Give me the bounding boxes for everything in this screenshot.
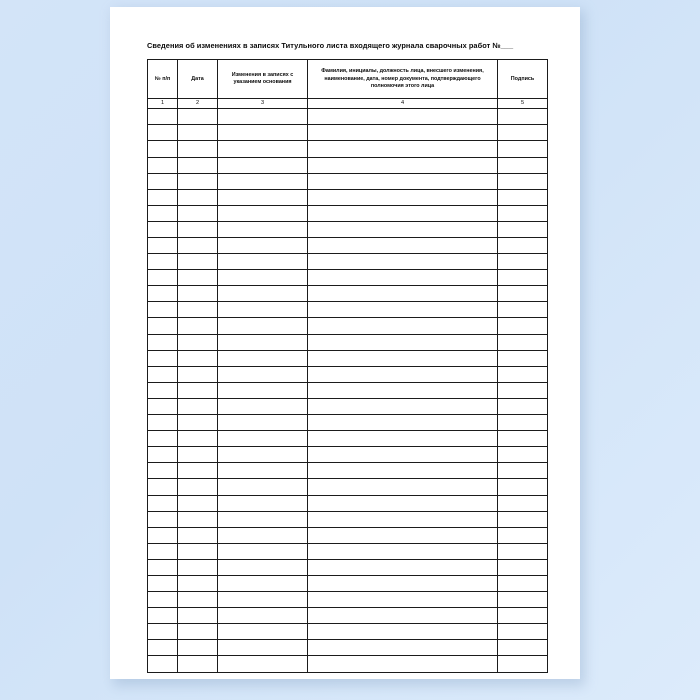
entry-date-cell[interactable] (178, 109, 218, 125)
entry-number-cell[interactable] (148, 479, 178, 495)
entry-changes-cell[interactable] (218, 366, 308, 382)
entry-changes-cell[interactable] (218, 608, 308, 624)
entry-date-cell[interactable] (178, 382, 218, 398)
entry-person-cell[interactable] (308, 511, 498, 527)
entry-person-cell[interactable] (308, 157, 498, 173)
entry-changes-cell[interactable] (218, 125, 308, 141)
entry-signature-cell[interactable] (498, 479, 548, 495)
entry-date-cell[interactable] (178, 270, 218, 286)
changes-register-table (147, 59, 548, 672)
entry-person-cell[interactable] (308, 334, 498, 350)
entry-person-cell[interactable] (308, 221, 498, 237)
table-row (148, 431, 548, 447)
entry-date-cell[interactable] (178, 286, 218, 302)
entry-date-cell[interactable] (178, 238, 218, 254)
table-row (148, 173, 548, 189)
entry-date-cell[interactable] (178, 592, 218, 608)
entry-number-cell[interactable] (148, 254, 178, 270)
entry-number-cell[interactable] (148, 366, 178, 382)
entry-number-cell[interactable] (148, 495, 178, 511)
entry-changes-cell[interactable] (218, 270, 308, 286)
entry-signature-cell[interactable] (498, 254, 548, 270)
entry-number-cell[interactable] (148, 238, 178, 254)
entry-changes-cell[interactable] (218, 382, 308, 398)
table-row (148, 463, 548, 479)
entry-number-cell[interactable] (148, 575, 178, 591)
entry-signature-cell[interactable] (498, 559, 548, 575)
table-row (148, 205, 548, 221)
table-row (148, 608, 548, 624)
entry-number-cell[interactable] (148, 189, 178, 205)
entry-number-cell[interactable] (148, 559, 178, 575)
header-row (148, 60, 548, 99)
entry-person-cell[interactable] (308, 366, 498, 382)
entry-person-cell[interactable] (308, 640, 498, 656)
entry-changes-cell[interactable] (218, 205, 308, 221)
column-header-date: Дата (178, 60, 218, 99)
entry-person-cell[interactable] (308, 254, 498, 270)
entry-changes-cell[interactable] (218, 254, 308, 270)
table-row (148, 157, 548, 173)
entry-changes-cell[interactable] (218, 286, 308, 302)
entry-number-cell[interactable] (148, 398, 178, 414)
entry-date-cell[interactable] (178, 479, 218, 495)
entry-date-cell[interactable] (178, 189, 218, 205)
entry-person-cell[interactable] (308, 382, 498, 398)
entry-date-cell[interactable] (178, 543, 218, 559)
entry-changes-cell[interactable] (218, 575, 308, 591)
entry-signature-cell[interactable] (498, 141, 548, 157)
entry-person-cell[interactable] (308, 495, 498, 511)
page-title: Сведения об изменениях в записях Титульного листа входящего журнала сварочных работ №___ (147, 41, 514, 50)
entry-date-cell[interactable] (178, 125, 218, 141)
entry-signature-cell[interactable] (498, 302, 548, 318)
entry-person-cell[interactable] (308, 415, 498, 431)
entry-person-cell[interactable] (308, 527, 498, 543)
entry-number-cell[interactable] (148, 205, 178, 221)
entry-number-cell[interactable] (148, 318, 178, 334)
table-row (148, 382, 548, 398)
entry-signature-cell[interactable] (498, 543, 548, 559)
entry-signature-cell[interactable] (498, 415, 548, 431)
entry-changes-cell[interactable] (218, 350, 308, 366)
entry-number-cell[interactable] (148, 286, 178, 302)
entry-person-cell[interactable] (308, 559, 498, 575)
entry-number-cell[interactable] (148, 592, 178, 608)
entry-number-cell[interactable] (148, 141, 178, 157)
entry-number-cell[interactable] (148, 157, 178, 173)
entry-date-cell[interactable] (178, 559, 218, 575)
entry-person-cell[interactable] (308, 575, 498, 591)
column-number-4: 4 (308, 99, 498, 109)
entry-changes-cell[interactable] (218, 221, 308, 237)
entry-number-cell[interactable] (148, 463, 178, 479)
entry-changes-cell[interactable] (218, 527, 308, 543)
table-row (148, 350, 548, 366)
column-number-2: 2 (178, 99, 218, 109)
entry-date-cell[interactable] (178, 415, 218, 431)
entry-person-cell[interactable] (308, 318, 498, 334)
entry-date-cell[interactable] (178, 495, 218, 511)
entry-person-cell[interactable] (308, 125, 498, 141)
table-row (148, 543, 548, 559)
entry-person-cell[interactable] (308, 205, 498, 221)
entry-signature-cell[interactable] (498, 495, 548, 511)
entry-changes-cell[interactable] (218, 543, 308, 559)
table-row (148, 366, 548, 382)
column-number-3: 3 (218, 99, 308, 109)
entry-signature-cell[interactable] (498, 398, 548, 414)
entry-number-cell[interactable] (148, 431, 178, 447)
table-row (148, 575, 548, 591)
entry-date-cell[interactable] (178, 366, 218, 382)
entry-changes-cell[interactable] (218, 238, 308, 254)
entry-number-cell[interactable] (148, 382, 178, 398)
table-row (148, 447, 548, 463)
entry-date-cell[interactable] (178, 173, 218, 189)
entry-person-cell[interactable] (308, 173, 498, 189)
table-row (148, 479, 548, 495)
entry-person-cell[interactable] (308, 463, 498, 479)
entry-date-cell[interactable] (178, 640, 218, 656)
entry-signature-cell[interactable] (498, 575, 548, 591)
table-row (148, 398, 548, 414)
entry-signature-cell[interactable] (498, 318, 548, 334)
column-number-1: 1 (148, 99, 178, 109)
table-row (148, 334, 548, 350)
column-header-changes: Изменения в записях с указанием основания (218, 60, 308, 99)
table-row (148, 495, 548, 511)
entry-signature-cell[interactable] (498, 431, 548, 447)
table-body (148, 109, 548, 672)
entry-number-cell[interactable] (148, 656, 178, 672)
entry-signature-cell[interactable] (498, 463, 548, 479)
entry-changes-cell[interactable] (218, 479, 308, 495)
table-row (148, 592, 548, 608)
entry-number-cell[interactable] (148, 109, 178, 125)
entry-date-cell[interactable] (178, 221, 218, 237)
entry-person-cell[interactable] (308, 109, 498, 125)
entry-person-cell[interactable] (308, 141, 498, 157)
entry-date-cell[interactable] (178, 350, 218, 366)
entry-signature-cell[interactable] (498, 592, 548, 608)
entry-changes-cell[interactable] (218, 302, 308, 318)
entry-changes-cell[interactable] (218, 173, 308, 189)
entry-signature-cell[interactable] (498, 270, 548, 286)
entry-number-cell[interactable] (148, 527, 178, 543)
entry-person-cell[interactable] (308, 189, 498, 205)
sheet-content (147, 41, 547, 673)
entry-signature-cell[interactable] (498, 447, 548, 463)
entry-changes-cell[interactable] (218, 318, 308, 334)
entry-changes-cell[interactable] (218, 447, 308, 463)
entry-changes-cell[interactable] (218, 415, 308, 431)
entry-date-cell[interactable] (178, 318, 218, 334)
entry-person-cell[interactable] (308, 286, 498, 302)
entry-changes-cell[interactable] (218, 334, 308, 350)
entry-number-cell[interactable] (148, 415, 178, 431)
entry-changes-cell[interactable] (218, 592, 308, 608)
entry-person-cell[interactable] (308, 656, 498, 672)
entry-changes-cell[interactable] (218, 656, 308, 672)
document-page (110, 7, 580, 679)
entry-changes-cell[interactable] (218, 431, 308, 447)
entry-changes-cell[interactable] (218, 640, 308, 656)
entry-changes-cell[interactable] (218, 559, 308, 575)
entry-signature-cell[interactable] (498, 350, 548, 366)
entry-number-cell[interactable] (148, 350, 178, 366)
entry-person-cell[interactable] (308, 350, 498, 366)
entry-number-cell[interactable] (148, 543, 178, 559)
entry-changes-cell[interactable] (218, 624, 308, 640)
column-number-5: 5 (498, 99, 548, 109)
entry-signature-cell[interactable] (498, 382, 548, 398)
entry-changes-cell[interactable] (218, 463, 308, 479)
entry-person-cell[interactable] (308, 447, 498, 463)
entry-person-cell[interactable] (308, 238, 498, 254)
entry-person-cell[interactable] (308, 624, 498, 640)
entry-signature-cell[interactable] (498, 527, 548, 543)
entry-signature-cell[interactable] (498, 125, 548, 141)
entry-number-cell[interactable] (148, 302, 178, 318)
entry-signature-cell[interactable] (498, 366, 548, 382)
entry-number-cell[interactable] (148, 511, 178, 527)
entry-signature-cell[interactable] (498, 608, 548, 624)
entry-signature-cell[interactable] (498, 656, 548, 672)
column-header-number: № п/п (148, 60, 178, 99)
entry-changes-cell[interactable] (218, 398, 308, 414)
table-row (148, 125, 548, 141)
table-row (148, 318, 548, 334)
entry-date-cell[interactable] (178, 608, 218, 624)
entry-date-cell[interactable] (178, 431, 218, 447)
entry-date-cell[interactable] (178, 575, 218, 591)
table-row (148, 109, 548, 125)
entry-signature-cell[interactable] (498, 221, 548, 237)
entry-signature-cell[interactable] (498, 640, 548, 656)
entry-signature-cell[interactable] (498, 157, 548, 173)
entry-number-cell[interactable] (148, 125, 178, 141)
entry-date-cell[interactable] (178, 141, 218, 157)
entry-changes-cell[interactable] (218, 109, 308, 125)
entry-signature-cell[interactable] (498, 238, 548, 254)
entry-signature-cell[interactable] (498, 205, 548, 221)
table-row (148, 624, 548, 640)
column-number-row (148, 99, 548, 109)
table-row (148, 238, 548, 254)
entry-date-cell[interactable] (178, 511, 218, 527)
table-row (148, 286, 548, 302)
entry-date-cell[interactable] (178, 205, 218, 221)
entry-date-cell[interactable] (178, 398, 218, 414)
entry-changes-cell[interactable] (218, 495, 308, 511)
entry-person-cell[interactable] (308, 592, 498, 608)
entry-signature-cell[interactable] (498, 189, 548, 205)
table-row (148, 221, 548, 237)
entry-person-cell[interactable] (308, 302, 498, 318)
entry-date-cell[interactable] (178, 254, 218, 270)
table-row (148, 302, 548, 318)
entry-signature-cell[interactable] (498, 511, 548, 527)
entry-person-cell[interactable] (308, 479, 498, 495)
entry-changes-cell[interactable] (218, 157, 308, 173)
entry-date-cell[interactable] (178, 334, 218, 350)
entry-person-cell[interactable] (308, 398, 498, 414)
entry-number-cell[interactable] (148, 334, 178, 350)
table-row (148, 270, 548, 286)
entry-number-cell[interactable] (148, 640, 178, 656)
entry-person-cell[interactable] (308, 543, 498, 559)
table-row (148, 254, 548, 270)
entry-signature-cell[interactable] (498, 624, 548, 640)
table-header (148, 60, 548, 109)
entry-signature-cell[interactable] (498, 286, 548, 302)
entry-person-cell[interactable] (308, 608, 498, 624)
entry-changes-cell[interactable] (218, 511, 308, 527)
entry-date-cell[interactable] (178, 302, 218, 318)
entry-changes-cell[interactable] (218, 189, 308, 205)
entry-signature-cell[interactable] (498, 173, 548, 189)
table-row (148, 527, 548, 543)
table-row (148, 656, 548, 672)
entry-person-cell[interactable] (308, 270, 498, 286)
entry-date-cell[interactable] (178, 157, 218, 173)
entry-number-cell[interactable] (148, 270, 178, 286)
entry-signature-cell[interactable] (498, 334, 548, 350)
entry-date-cell[interactable] (178, 656, 218, 672)
table-row (148, 640, 548, 656)
entry-number-cell[interactable] (148, 173, 178, 189)
entry-person-cell[interactable] (308, 431, 498, 447)
entry-number-cell[interactable] (148, 624, 178, 640)
table-row (148, 415, 548, 431)
entry-date-cell[interactable] (178, 624, 218, 640)
entry-date-cell[interactable] (178, 463, 218, 479)
column-header-signature: Подпись (498, 60, 548, 99)
entry-date-cell[interactable] (178, 527, 218, 543)
entry-date-cell[interactable] (178, 447, 218, 463)
column-header-person: Фамилия, инициалы, должность лица, внесшего изменения, наименование, дата, номер документа, подтверждающего полномочия этого лица (308, 60, 498, 99)
table-row (148, 511, 548, 527)
entry-number-cell[interactable] (148, 221, 178, 237)
table-row (148, 559, 548, 575)
table-row (148, 141, 548, 157)
entry-number-cell[interactable] (148, 608, 178, 624)
entry-changes-cell[interactable] (218, 141, 308, 157)
entry-number-cell[interactable] (148, 447, 178, 463)
table-row (148, 189, 548, 205)
entry-signature-cell[interactable] (498, 109, 548, 125)
